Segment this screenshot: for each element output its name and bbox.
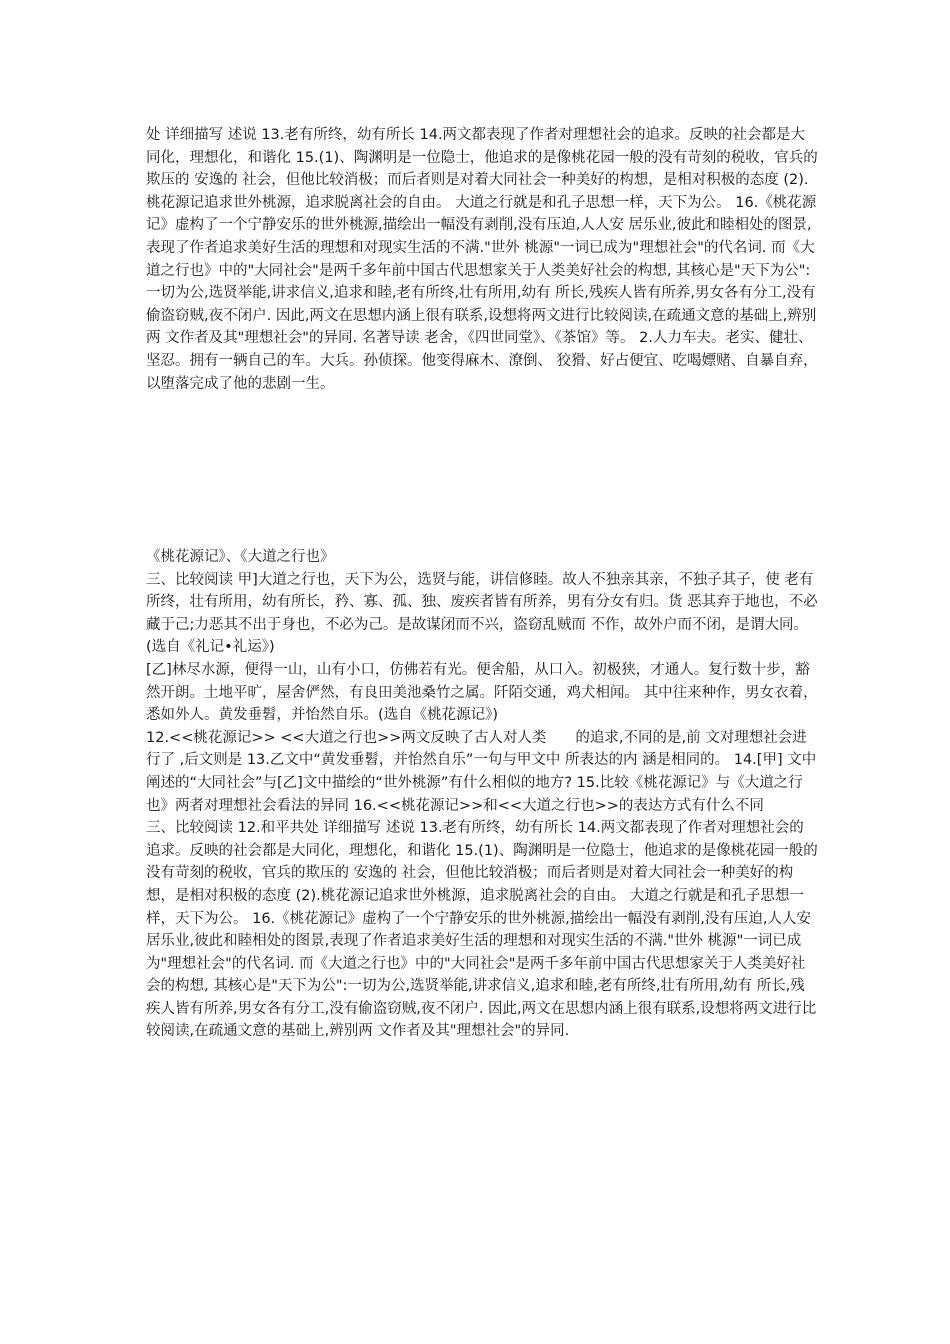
comparative-reading-block (146, 546, 818, 1186)
section-title: 《桃花源记》、《大道之行也》 (146, 549, 335, 565)
answers-paragraph: 三、比较阅读 12.和平共处 详细描写 述说 13.老有所终，幼有所长 14.两文都表现了作者对理想社会的追求。反映的社会都是大同化，理想化，和谐化 15.(1)、陶渊明是一位隐士，他追求的是像桃花园一般的没有苛刻的税收，官兵的欺压的 安逸的 社会，但他比较消极；而后者则是对着大同社会一种美好的构想，是相对积极的态度 (2).桃花源记追求世外桃源，追求脱离社会的自由。 大道之行就是和孔子思想一样，天下为公。 16.《桃花源记》虚构了一个宁静安乐的世外桃源,描绘出一幅没有剥削,没有压迫,人人安 居乐业,彼此和睦相处的图景,表现了作者追求美好生活的理想和对现实生活的不满."世外 桃源"一词已成为"理想社会"的代名词. 而《大道之行也》中的"大同社会"是两千多年前中国古代思想家关于人类美好社会的构想, 其核心是"天下为公":一切为公,选贤举能,讲求信义,追求和睦,老有所终,壮有所用,幼有 所长,残疾人皆有所养,男女各有分工,没有偷盗窃贼,夜不闭户. 因此,两文在思想内涵上很有联系,设想将两文进行比较阅读,在疏通文意的基础上,辨别两 文作者及其"理想社会"的异同. (146, 820, 818, 1040)
answer-continuation-paragraph: 处 详细描写 述说 13.老有所终，幼有所长 14.两文都表现了作者对理想社会的追求。反映的社会都是大同化，理想化，和谐化 15.(1)、陶渊明是一位隐士，他追求的是像桃花园一般的没有苛刻的税收，官兵的欺压的 安逸的 社会，但他比较消极；而后者则是对着大同社会一种美好的构想，是相对积极的态度 (2).桃花源记追求世外桃源，追求脱离社会的自由。 大道之行就是和孔子思想一样，天下为公。 16.《桃花源记》虚构了一个宁静安乐的世外桃源,描绘出一幅没有剥削,没有压迫,人人安 居乐业,彼此和睦相处的图景,表现了作者追求美好生活的理想和对现实生活的不满."世外 桃源"一词已成为"理想社会"的代名词. 而《大道之行也》中的"大同社会"是两千多年前中国古代思想家关于人类美好社会的构想, 其核心是"天下为公":一切为公,选贤举能,讲求信义,追求和睦,老有所终,壮有所用,幼有 所长,残疾人皆有所养,男女各有分工,没有偷盗窃贼,夜不闭户. 因此,两文在思想内涵上很有联系,设想将两文进行比较阅读,在疏通文意的基础上,辨别两 文作者及其"理想社会"的异同. 名著导读 老舍，《四世同堂》、《茶馆》等。 2.人力车夫。老实、健壮、坚忍。拥有一辆自己的车。大兵。孙侦探。他变得麻木、潦倒、 狡猾、好占便宜、吃喝嫖赌、自暴自弃，以堕落完成了他的悲剧一生。 (146, 127, 818, 392)
passage-yi: [乙]林尽水源，便得一山，山有小口，仿佛若有光。便舍船，从口入。初极狭，才通人。复行数十步，豁然开朗。土地平旷，屋舍俨然，有良田美池桑竹之属。阡陌交通，鸡犬相闻。 其中往来种作，男女衣着，悉如外人。黄发垂髫，并怡然自乐。(选自《桃花源记》) (146, 661, 818, 724)
questions-paragraph: 12.<<桃花源记>> <<大道之行也>>两文反映了古人对人类 的追求,不同的是,前 文对理想社会进行了 ,后文则是 13.乙文中“黄发垂髫，并怡然自乐”一句与甲文中 所表达的内 涵是相同的。 14.[甲] 文中阐述的“大同社会”与[乙]文中描绘的“世外桃源”有什么相似的地方? 15.比较《桃花源记》与《大道之行也》两者对理想社会看法的异同 16.<<桃花源记>>和<<大道之行也>>的表达方式有什么不同 (146, 729, 817, 814)
passage-jia: 三、比较阅读 甲]大道之行也，天下为公，选贤与能，讲信修睦。故人不独亲其亲，不独子其子，使 老有所终，壮有所用，幼有所长，矜、寡、孤、独、废疾者皆有所养，男有分女有归。货 恶其弃于地也，不必藏于己;力恶其不出于身也，不必为己。是故谋闭而不兴，盗窃乱贼而 不作，故外户而不闭，是谓大同。 (选自《礼记•礼运》) (146, 571, 818, 656)
answer-continuation-block (146, 124, 818, 484)
